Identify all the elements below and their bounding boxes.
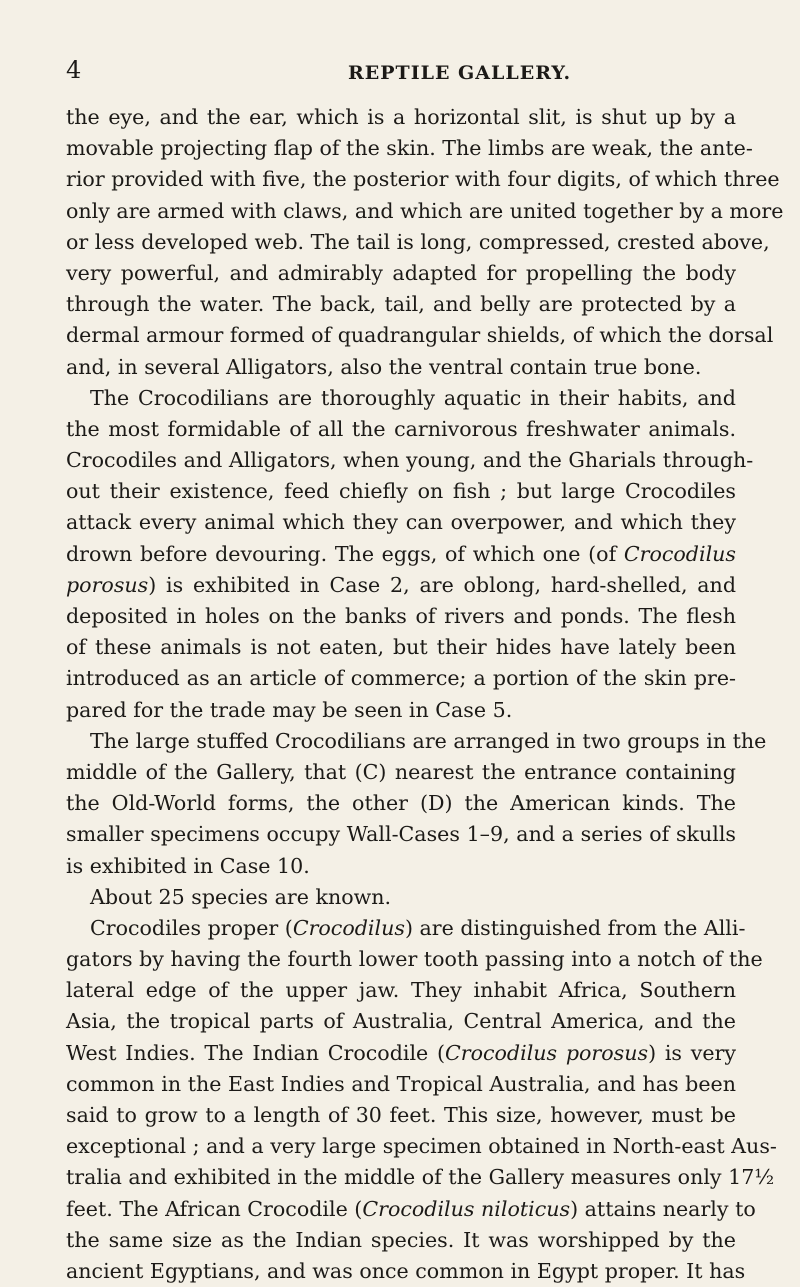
text-segment: feet. The African Crocodile (	[66, 1196, 363, 1221]
species-name: Crocodilus	[623, 541, 736, 566]
text-line: movable projecting flap of the skin. The limbs are weak, the ante-	[66, 136, 753, 161]
text-line: common in the East Indies and Tropical Australia, and has been	[66, 1071, 736, 1096]
text-line: Asia, the tropical parts of Australia, Central America, and the	[66, 1009, 736, 1034]
text-line: of these animals is not eaten, but their hides have lately been	[66, 635, 736, 660]
page-header	[0, 56, 800, 90]
text-line: deposited in holes on the banks of rivers and ponds. The flesh	[66, 604, 736, 628]
text-line: the most formidable of all the carnivorous freshwater animals.	[66, 416, 736, 441]
text-line: ancient Egyptians, and was once common in Egypt proper. It has	[66, 1258, 746, 1283]
text-line: gators by having the fourth lower tooth passing into a notch of the	[66, 947, 763, 972]
text-line: Crocodiles and Alligators, when young, and the Gharials through-	[66, 448, 754, 473]
body-text	[66, 102, 784, 1287]
genus-name: Crocodilus	[292, 915, 405, 940]
text-line: About 25 species are known.	[90, 884, 392, 909]
text-line: attack every animal which they can overpower, and which they	[66, 510, 736, 535]
text-line: through the water. The back, tail, and belly are protected by a	[66, 292, 736, 317]
text-line	[66, 913, 746, 944]
text-line: rior provided with five, the posterior with four digits, of which three	[66, 167, 780, 192]
text-line	[66, 539, 736, 570]
species-name: porosus	[66, 572, 149, 597]
text-line: pared for the trade may be seen in Case 5.	[66, 697, 513, 722]
text-line: tralia and exhibited in the middle of the Gallery measures only 17½	[66, 1165, 775, 1190]
text-line: the Old-World forms, the other (D) the American kinds. The	[66, 791, 736, 816]
text-line: the eye, and the ear, which is a horizontal slit, is shut up by a	[66, 105, 736, 129]
page-number: 4	[66, 56, 82, 84]
species-name: Crocodilus porosus	[445, 1040, 649, 1065]
text-line: dermal armour formed of quadrangular shields, of which the dorsal	[66, 323, 774, 348]
text-line: and, in several Alligators, also the ventral contain true bone.	[66, 354, 702, 379]
text-line: very powerful, and admirably adapted for propelling the body	[66, 260, 736, 285]
text-segment: ) is exhibited in Case 2, are oblong, hard-shelled, and	[148, 572, 736, 597]
text-line: The Crocodilians are thoroughly aquatic in their habits, and	[90, 385, 736, 410]
text-line: The large stuffed Crocodilians are arranged in two groups in the	[90, 728, 767, 753]
text-line: middle of the Gallery, that (C) nearest the entrance containing	[66, 759, 736, 784]
running-title: REPTILE GALLERY.	[348, 62, 572, 84]
text-segment: West Indies. The Indian Crocodile (	[66, 1040, 445, 1065]
text-line: smaller specimens occupy Wall-Cases 1–9, and a series of skulls	[66, 822, 736, 847]
text-segment: ) are distinguished from the Alli-	[404, 915, 746, 940]
text-line	[66, 1038, 736, 1069]
text-line	[66, 1194, 756, 1225]
text-line: said to grow to a length of 30 feet. This size, however, must be	[66, 1103, 736, 1127]
text-line: is exhibited in Case 10.	[66, 853, 310, 878]
text-line: or less developed web. The tail is long, compressed, crested above,	[66, 229, 770, 254]
text-segment: drown before devouring. The eggs, of which one (of	[66, 541, 624, 566]
text-line	[66, 570, 736, 601]
species-name: Crocodilus niloticus	[362, 1196, 571, 1221]
text-segment: Crocodiles proper (	[90, 915, 293, 940]
text-line: out their existence, feed chiefly on fish ; but large Crocodiles	[66, 479, 736, 504]
text-line: exceptional ; and a very large specimen obtained in North-east Aus-	[66, 1134, 777, 1159]
text-segment: ) is very	[648, 1040, 737, 1065]
text-segment: ) attains nearly to	[570, 1196, 756, 1221]
text-line: introduced as an article of commerce; a portion of the skin pre-	[66, 666, 736, 691]
text-line: lateral edge of the upper jaw. They inhabit Africa, Southern	[66, 978, 736, 1003]
text-line: the same size as the Indian species. It was worshipped by the	[66, 1227, 736, 1252]
text-line: only are armed with claws, and which are united together by a more	[66, 198, 784, 223]
